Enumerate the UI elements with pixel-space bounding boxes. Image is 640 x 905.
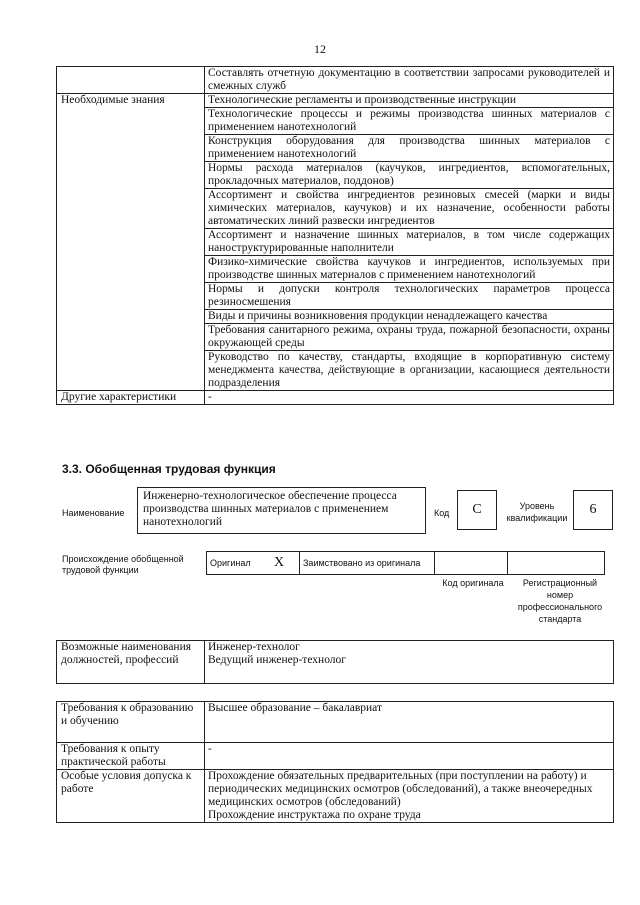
code-original-cell xyxy=(435,552,508,575)
row-label xyxy=(57,67,205,94)
admission-item: Прохождение инструктажа по охране труда xyxy=(208,809,421,821)
table-cell: Технологические регламенты и производственные инструкции xyxy=(205,94,614,108)
original-label: Оригинал xyxy=(207,552,272,575)
code-box xyxy=(457,490,497,530)
function-name-box xyxy=(137,487,426,534)
positions-values xyxy=(205,641,614,684)
page-number: 12 xyxy=(314,42,326,56)
admission-values xyxy=(205,770,614,823)
level-label: Уровень квалификации xyxy=(506,501,568,523)
row-label-knowledge: Необходимые знания xyxy=(57,94,205,391)
original-mark: X xyxy=(271,552,300,575)
borrowed-label: Заимствовано из оригинала xyxy=(300,552,435,575)
table-cell: Нормы и допуски контроля технологических параметров процесса резиносмешения xyxy=(205,283,614,310)
positions-table xyxy=(56,640,614,684)
table-cell: Ассортимент и назначение шинных материалов, в том числе содержащих наноструктурированные наполнители xyxy=(205,229,614,256)
positions-label: Возможные наименования должностей, профессий xyxy=(57,641,205,684)
table-cell: Нормы расхода материалов (каучуков, ингредиентов, вспомогательных, прокладочных материалов, поддонов) xyxy=(205,162,614,189)
table-row xyxy=(57,641,614,684)
table-cell: Руководство по качеству, стандарты, входящие в корпоративную систему менеджмента качества, действующие в организации, касающиеся деятельности подразделения xyxy=(205,351,614,391)
table-row xyxy=(57,67,614,94)
education-value: Высшее образование – бакалавриат xyxy=(205,702,614,743)
skills-table xyxy=(56,66,614,405)
experience-value: - xyxy=(205,743,614,770)
reg-number-cell xyxy=(508,552,605,575)
table-row xyxy=(57,702,614,743)
row-label-other: Другие характеристики xyxy=(57,391,205,405)
code-original-caption: Код оригинала xyxy=(442,578,504,588)
table-row xyxy=(57,743,614,770)
origin-label: Происхождение обобщенной трудовой функции xyxy=(62,554,184,575)
name-label: Наименование xyxy=(62,508,125,518)
table-cell: - xyxy=(205,391,614,405)
section-title: 3.3. Обобщенная трудовая функция xyxy=(62,462,276,476)
level-box xyxy=(573,490,613,530)
table-cell: Виды и причины возникновения продукции ненадлежащего качества xyxy=(205,310,614,324)
table-row xyxy=(57,94,614,108)
table-cell: Ассортимент и свойства ингредиентов резиновых смесей (марки и виды химических материалов, каучуков) и их назначение, особенности работы автоматических линий развески ингредиентов xyxy=(205,189,614,229)
table-row xyxy=(57,391,614,405)
table-cell: Составлять отчетную документацию в соответствии запросами руководителей и смежных служб xyxy=(205,67,614,94)
table-row xyxy=(207,552,605,575)
education-label: Требования к образованию и обучению xyxy=(57,702,205,743)
admission-label: Особые условия допуска к работе xyxy=(57,770,205,823)
code-label: Код xyxy=(434,508,450,518)
experience-label: Требования к опыту практической работы xyxy=(57,743,205,770)
table-cell: Требования санитарного режима, охраны труда, пожарной безопасности, охраны окружающей среды xyxy=(205,324,614,351)
position-item: Ведущий инженер-технолог xyxy=(208,654,346,666)
origin-table xyxy=(206,551,605,575)
reg-number-caption: Регистрационный номер профессионального стандарта xyxy=(517,578,603,624)
table-cell: Конструкция оборудования для производства шинных материалов с применением нанотехнологий xyxy=(205,135,614,162)
table-cell: Технологические процессы и режимы производства шинных материалов с применением нанотехнологий xyxy=(205,108,614,135)
table-row xyxy=(57,770,614,823)
admission-item: Прохождение обязательных предварительных (при поступлении на работу) и периодических медицинских осмотров (обследований), а также внеочередных медицинских осмотров (обследований) xyxy=(208,770,593,808)
requirements-table xyxy=(56,701,614,823)
function-name: Инженерно-технологическое обеспечение процесса производства шинных материалов с применением нанотехнологий xyxy=(143,490,397,528)
table-cell: Физико-химические свойства каучуков и ингредиентов, используемых при производстве шинных материалов с применением нанотехнологий xyxy=(205,256,614,283)
position-item: Инженер-технолог xyxy=(208,641,300,653)
code-value: C xyxy=(472,502,482,517)
level-value: 6 xyxy=(589,502,597,517)
